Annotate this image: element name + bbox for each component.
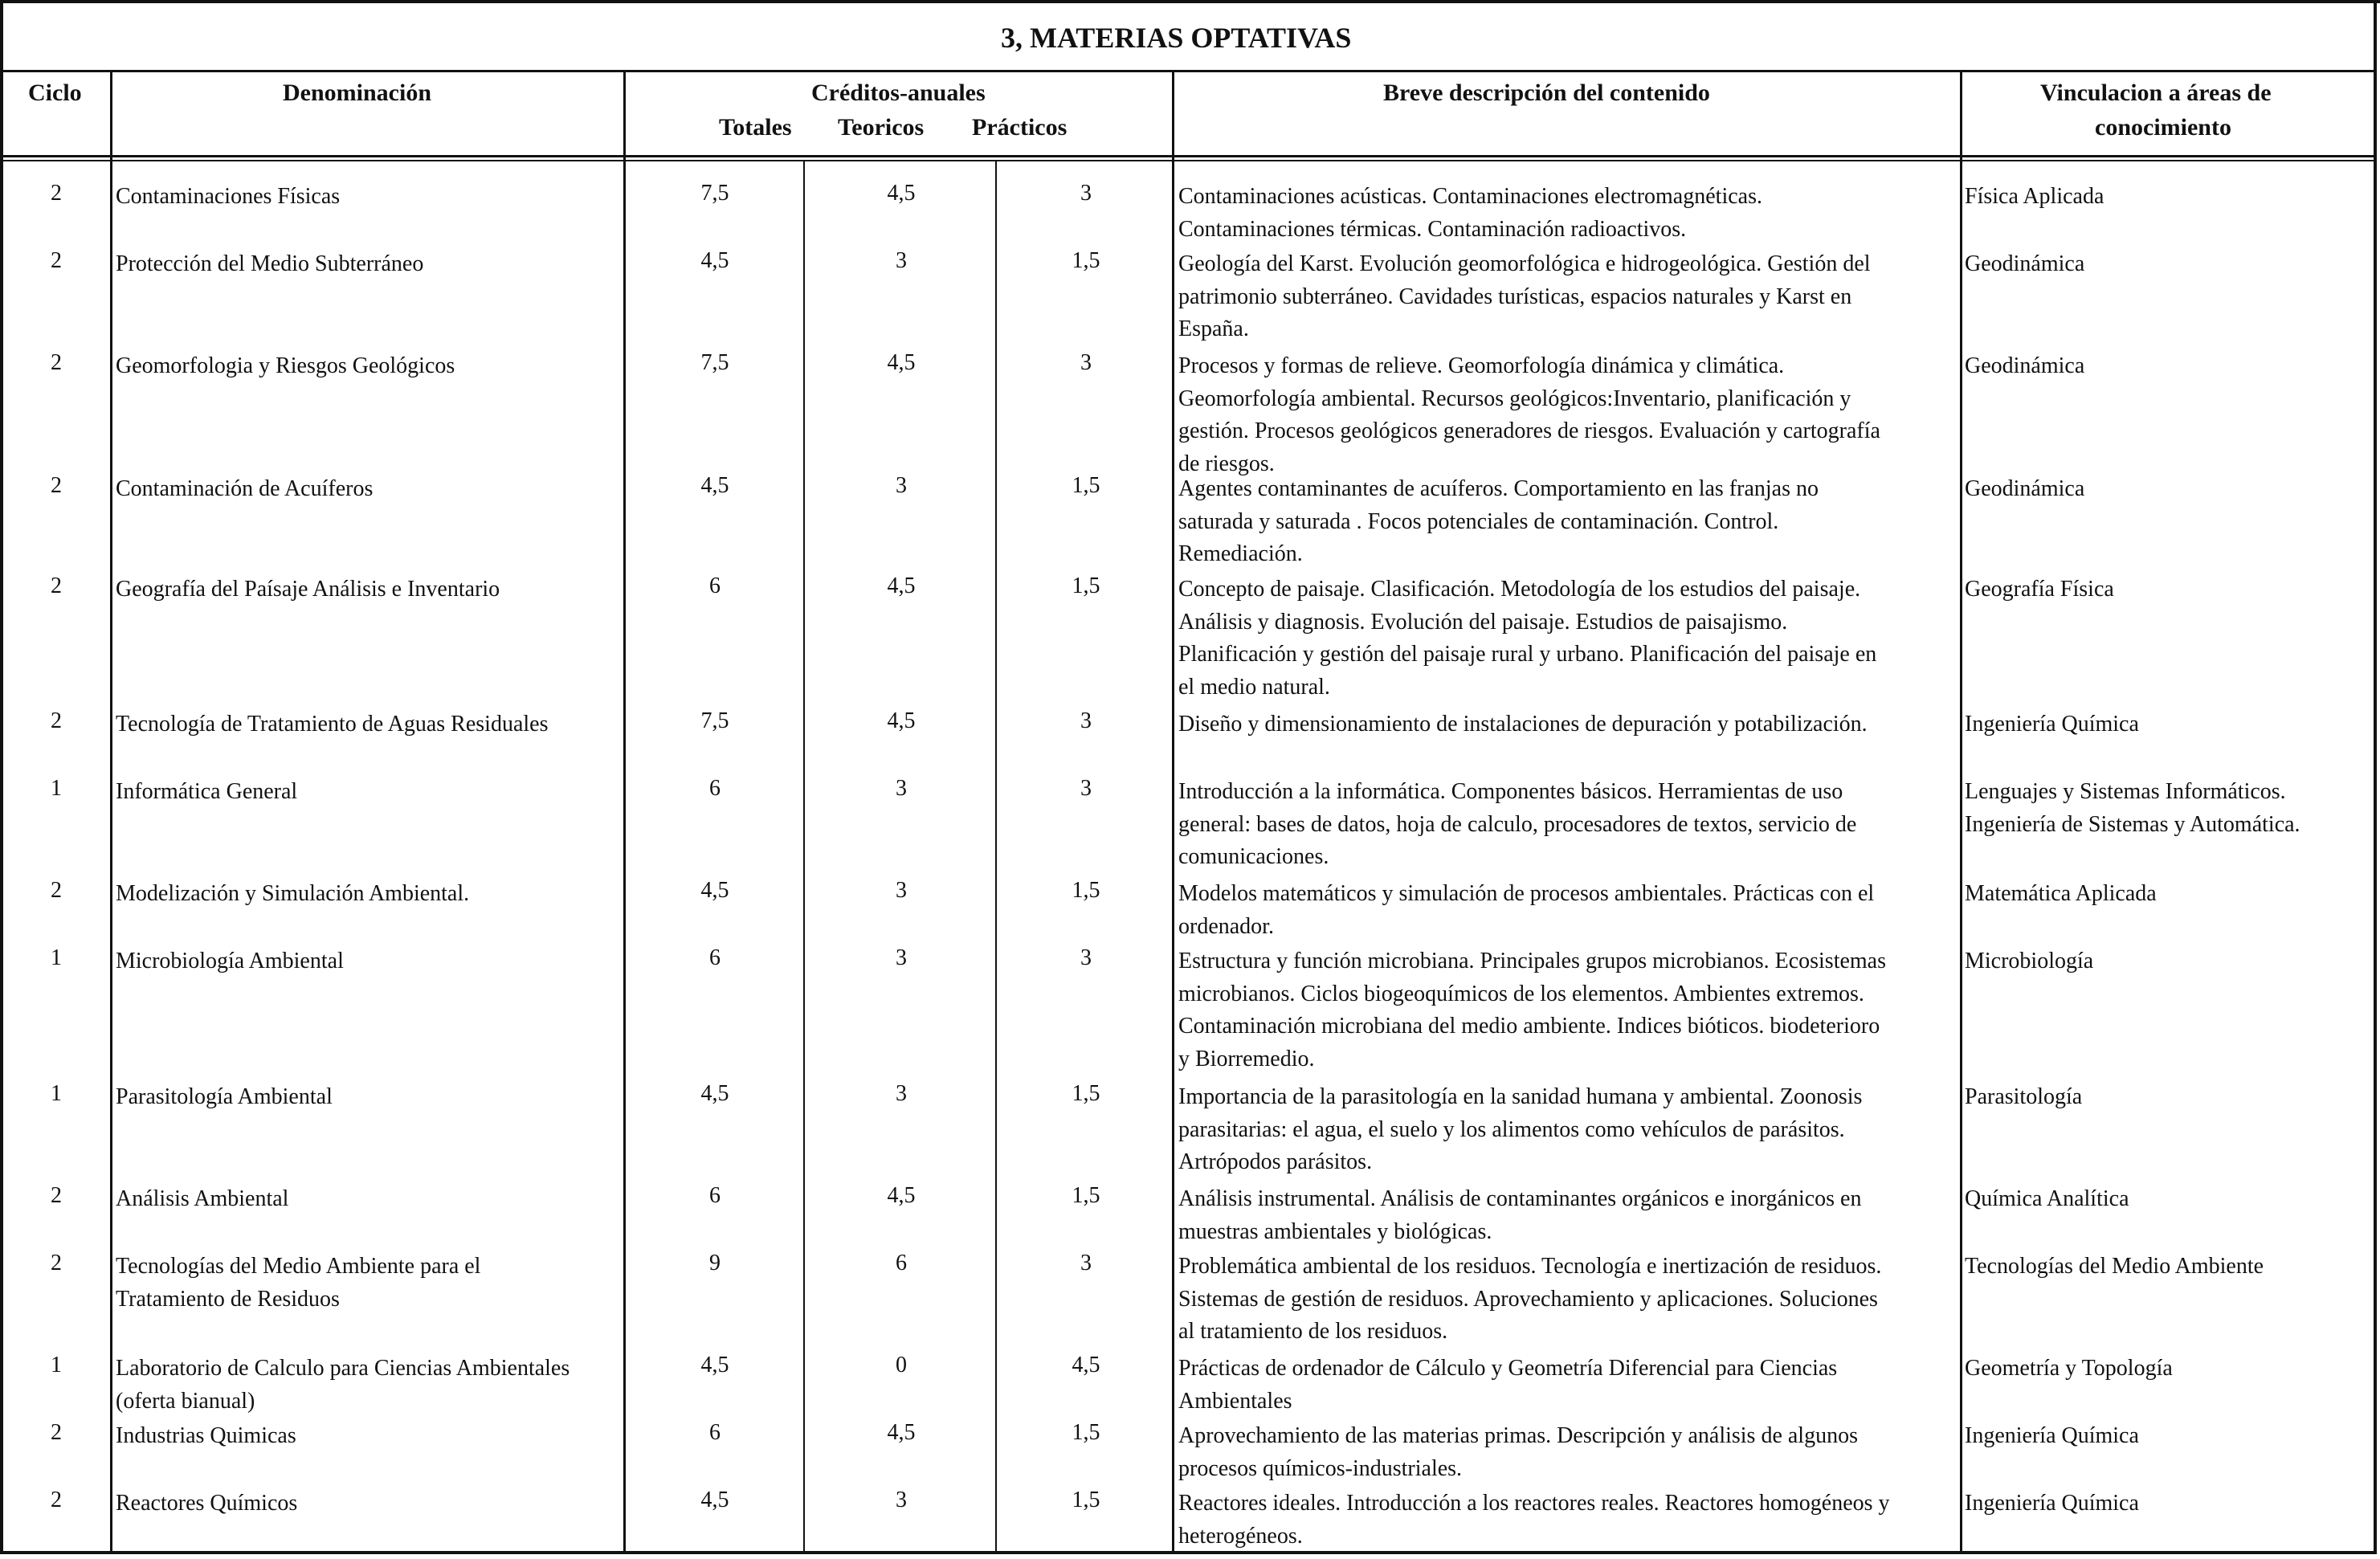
ciclo-cell: 2 xyxy=(51,878,62,903)
descripcion-line: el medio natural. xyxy=(1178,674,1330,700)
vinculacion-cell: Ingeniería Química xyxy=(1965,712,2139,737)
title-divider xyxy=(0,70,2377,72)
vinculacion-cell: Lenguajes y Sistemas Informáticos. xyxy=(1965,779,2286,804)
totales-cell: 4,5 xyxy=(700,1488,729,1512)
descripcion-line: Geomorfología ambiental. Recursos geológicos:Inventario, planificación y xyxy=(1178,386,1851,411)
practicos-cell: 3 xyxy=(1080,945,1092,970)
ciclo-cell: 2 xyxy=(51,708,62,733)
col-divider-descripcion xyxy=(1960,70,1962,1554)
descripcion-line: Artrópodos parásitos. xyxy=(1178,1149,1373,1174)
descripcion-line: muestras ambientales y biológicas. xyxy=(1178,1218,1492,1244)
descripcion-line: ordenador. xyxy=(1178,913,1274,939)
descripcion-line: Reactores ideales. Introducción a los reactores reales. Reactores homogéneos y xyxy=(1178,1491,1890,1516)
descripcion-line: Contaminaciones acústicas. Contaminaciones electromagnéticas. xyxy=(1178,184,1762,209)
practicos-cell: 1,5 xyxy=(1072,573,1100,598)
totales-cell: 7,5 xyxy=(700,181,729,206)
header-vinculacion-line1: Vinculacion a áreas de xyxy=(2040,80,2272,106)
descripcion-line: y Biorremedio. xyxy=(1178,1046,1315,1071)
teoricos-cell: 3 xyxy=(896,945,907,970)
vinculacion-cell: Geodinámica xyxy=(1965,353,2085,378)
teoricos-cell: 3 xyxy=(896,1081,907,1106)
teoricos-cell: 4,5 xyxy=(887,1183,916,1208)
totales-cell: 4,5 xyxy=(700,1353,729,1377)
vinculacion-cell: Ingeniería Química xyxy=(1965,1491,2139,1516)
descripcion-line: comunicaciones. xyxy=(1178,844,1329,869)
practicos-cell: 1,5 xyxy=(1072,248,1100,273)
totales-cell: 7,5 xyxy=(700,708,729,733)
vinculacion-cell: Ingeniería Química xyxy=(1965,1423,2139,1448)
teoricos-cell: 3 xyxy=(896,1488,907,1512)
descripcion-line: Geología del Karst. Evolución geomorfológica e hidrogeológica. Gestión del xyxy=(1178,251,1871,276)
header-ciclo: Ciclo xyxy=(28,80,82,106)
ciclo-cell: 2 xyxy=(51,1251,62,1275)
vinculacion-cell: Matemática Aplicada xyxy=(1965,881,2157,906)
teoricos-cell: 4,5 xyxy=(887,708,916,733)
ciclo-cell: 2 xyxy=(51,473,62,498)
descripcion-line: procesos químicos-industriales. xyxy=(1178,1455,1463,1481)
totales-cell: 6 xyxy=(709,573,721,598)
descripcion-line: Contaminaciones térmicas. Contaminación radioactivos. xyxy=(1178,216,1687,242)
practicos-cell: 1,5 xyxy=(1072,473,1100,498)
descripcion-line: general: bases de datos, hoja de calculo, procesadores de textos, servicio de xyxy=(1178,811,1857,837)
totales-cell: 4,5 xyxy=(700,878,729,903)
descripcion-line: España. xyxy=(1178,316,1249,341)
descripcion-line: Procesos y formas de relieve. Geomorfología dinámica y climática. xyxy=(1178,353,1785,378)
teoricos-cell: 4,5 xyxy=(887,573,916,598)
descripcion-line: Modelos matemáticos y simulación de procesos ambientales. Prácticas con el xyxy=(1178,881,1875,906)
vinculacion-cell: Geografía Física xyxy=(1965,577,2114,602)
vinculacion-cell: Geodinámica xyxy=(1965,476,2085,501)
col-divider-ciclo xyxy=(110,70,112,1554)
descripcion-line: Contaminación microbiana del medio ambiente. Indices bióticos. biodeterioro xyxy=(1178,1014,1880,1039)
descripcion-line: Ambientales xyxy=(1178,1388,1292,1414)
teoricos-cell: 4,5 xyxy=(887,1420,916,1445)
teoricos-cell: 3 xyxy=(896,248,907,273)
denominacion-cell: Laboratorio de Calculo para Ciencias Ambientales xyxy=(116,1356,570,1381)
practicos-cell: 1,5 xyxy=(1072,878,1100,903)
ciclo-cell: 2 xyxy=(51,350,62,375)
teoricos-cell: 4,5 xyxy=(887,350,916,375)
denominacion-cell: Informática General xyxy=(116,779,298,804)
totales-cell: 4,5 xyxy=(700,248,729,273)
table-left-border xyxy=(0,0,3,1554)
col-divider-totales xyxy=(803,161,805,1554)
denominacion-cell: Tratamiento de Residuos xyxy=(116,1286,340,1312)
practicos-cell: 3 xyxy=(1080,1251,1092,1275)
table-top-border xyxy=(0,0,2380,3)
descripcion-line: Sistemas de gestión de residuos. Aprovechamiento y aplicaciones. Soluciones xyxy=(1178,1286,1878,1312)
totales-cell: 6 xyxy=(709,1183,721,1208)
descripcion-line: microbianos. Ciclos biogeoquímicos de los elementos. Ambientes extremos. xyxy=(1178,981,1864,1006)
practicos-cell: 3 xyxy=(1080,708,1092,733)
descripcion-line: Agentes contaminantes de acuíferos. Comportamiento en las franjas no xyxy=(1178,476,1819,501)
col-divider-denominacion xyxy=(623,70,626,1554)
vinculacion-cell: Ingeniería de Sistemas y Automática. xyxy=(1965,811,2300,837)
ciclo-cell: 2 xyxy=(51,181,62,206)
vinculacion-cell: Física Aplicada xyxy=(1965,184,2104,209)
header-creditos: Créditos-anuales xyxy=(811,80,986,106)
ciclo-cell: 2 xyxy=(51,248,62,273)
descripcion-line: Planificación y gestión del paisaje rural y urbano. Planificación del paisaje en xyxy=(1178,642,1877,667)
denominacion-cell: Parasitología Ambiental xyxy=(116,1084,333,1109)
ciclo-cell: 2 xyxy=(51,1420,62,1445)
denominacion-cell: (oferta bianual) xyxy=(116,1388,255,1414)
descripcion-line: Diseño y dimensionamiento de instalaciones de depuración y potabilización. xyxy=(1178,712,1868,737)
denominacion-cell: Contaminación de Acuíferos xyxy=(116,476,374,501)
descripcion-line: Importancia de la parasitología en la sanidad humana y ambiental. Zoonosis xyxy=(1178,1084,1863,1109)
descripcion-line: Análisis instrumental. Análisis de contaminantes orgánicos e inorgánicos en xyxy=(1178,1186,1862,1211)
ciclo-cell: 2 xyxy=(51,1183,62,1208)
denominacion-cell: Microbiología Ambiental xyxy=(116,949,344,973)
teoricos-cell: 0 xyxy=(896,1353,907,1377)
denominacion-cell: Geomorfologia y Riesgos Geológicos xyxy=(116,353,455,378)
header-practicos: Prácticos xyxy=(972,114,1068,141)
practicos-cell: 4,5 xyxy=(1072,1353,1100,1377)
vinculacion-cell: Química Analítica xyxy=(1965,1186,2129,1211)
ciclo-cell: 1 xyxy=(51,945,62,970)
practicos-cell: 3 xyxy=(1080,776,1092,801)
vinculacion-cell: Tecnologías del Medio Ambiente xyxy=(1965,1254,2264,1279)
descripcion-line: Problemática ambiental de los residuos. Tecnología e inertización de residuos. xyxy=(1178,1254,1882,1279)
descripcion-line: patrimonio subterráneo. Cavidades turísticas, espacios naturales y Karst en xyxy=(1178,284,1852,309)
vinculacion-cell: Geometría y Topología xyxy=(1965,1356,2173,1381)
totales-cell: 9 xyxy=(709,1251,721,1275)
teoricos-cell: 3 xyxy=(896,878,907,903)
denominacion-cell: Reactores Químicos xyxy=(116,1491,298,1516)
descripcion-line: Concepto de paisaje. Clasificación. Metodología de los estudios del paisaje. xyxy=(1178,577,1861,602)
header-divider-2 xyxy=(0,160,2377,161)
totales-cell: 6 xyxy=(709,776,721,801)
col-divider-teoricos xyxy=(995,161,997,1554)
ciclo-cell: 2 xyxy=(51,1488,62,1512)
vinculacion-cell: Parasitología xyxy=(1965,1084,2083,1109)
teoricos-cell: 4,5 xyxy=(887,181,916,206)
totales-cell: 7,5 xyxy=(700,350,729,375)
descripcion-line: gestión. Procesos geológicos generadores de riesgos. Evaluación y cartografía xyxy=(1178,418,1880,443)
descripcion-line: Análisis y diagnosis. Evolución del paisaje. Estudios de paisajismo. xyxy=(1178,609,1788,635)
totales-cell: 4,5 xyxy=(700,1081,729,1106)
vinculacion-cell: Microbiología xyxy=(1965,949,2094,973)
header-divider xyxy=(0,155,2377,157)
denominacion-cell: Análisis Ambiental xyxy=(116,1186,289,1211)
ciclo-cell: 2 xyxy=(51,573,62,598)
teoricos-cell: 3 xyxy=(896,776,907,801)
totales-cell: 6 xyxy=(709,1420,721,1445)
denominacion-cell: Geografía del Paísaje Análisis e Inventario xyxy=(116,577,500,602)
totales-cell: 6 xyxy=(709,945,721,970)
header-descripcion: Breve descripción del contenido xyxy=(1383,80,1710,106)
denominacion-cell: Tecnologías del Medio Ambiente para el xyxy=(116,1254,481,1279)
descripcion-line: saturada y saturada . Focos potenciales de contaminación. Control. xyxy=(1178,508,1779,534)
col-divider-creditos xyxy=(1172,70,1174,1554)
teoricos-cell: 6 xyxy=(896,1251,907,1275)
descripcion-line: Remediación. xyxy=(1178,541,1303,566)
descripcion-line: Introducción a la informática. Componentes básicos. Herramientas de uso xyxy=(1178,779,1843,804)
table-right-border xyxy=(2374,0,2377,1554)
vinculacion-cell: Geodinámica xyxy=(1965,251,2085,276)
page-title: 3, MATERIAS OPTATIVAS xyxy=(1001,22,1352,54)
header-vinculacion-line2: conocimiento xyxy=(2095,114,2231,141)
practicos-cell: 1,5 xyxy=(1072,1488,1100,1512)
practicos-cell: 1,5 xyxy=(1072,1183,1100,1208)
totales-cell: 4,5 xyxy=(700,473,729,498)
descripcion-line: de riesgos. xyxy=(1178,451,1275,476)
practicos-cell: 3 xyxy=(1080,350,1092,375)
header-teoricos: Teoricos xyxy=(838,114,925,141)
ciclo-cell: 1 xyxy=(51,1081,62,1106)
denominacion-cell: Protección del Medio Subterráneo xyxy=(116,251,424,276)
ciclo-cell: 1 xyxy=(51,1353,62,1377)
practicos-cell: 1,5 xyxy=(1072,1081,1100,1106)
descripcion-line: Estructura y función microbiana. Principales grupos microbianos. Ecosistemas xyxy=(1178,949,1887,973)
header-denominacion: Denominación xyxy=(283,80,432,106)
denominacion-cell: Industrias Quimicas xyxy=(116,1423,296,1448)
descripcion-line: al tratamiento de los residuos. xyxy=(1178,1319,1448,1344)
descripcion-line: parasitarias: el agua, el suelo y los alimentos como vehículos de parásitos. xyxy=(1178,1116,1845,1142)
descripcion-line: heterogéneos. xyxy=(1178,1523,1303,1549)
teoricos-cell: 3 xyxy=(896,473,907,498)
denominacion-cell: Contaminaciones Físicas xyxy=(116,184,341,209)
practicos-cell: 3 xyxy=(1080,181,1092,206)
denominacion-cell: Modelización y Simulación Ambiental. xyxy=(116,881,470,906)
ciclo-cell: 1 xyxy=(51,776,62,801)
practicos-cell: 1,5 xyxy=(1072,1420,1100,1445)
denominacion-cell: Tecnología de Tratamiento de Aguas Residuales xyxy=(116,712,549,737)
descripcion-line: Aprovechamiento de las materias primas. Descripción y análisis de algunos xyxy=(1178,1423,1858,1448)
header-totales: Totales xyxy=(719,114,792,141)
descripcion-line: Prácticas de ordenador de Cálculo y Geometría Diferencial para Ciencias xyxy=(1178,1356,1838,1381)
